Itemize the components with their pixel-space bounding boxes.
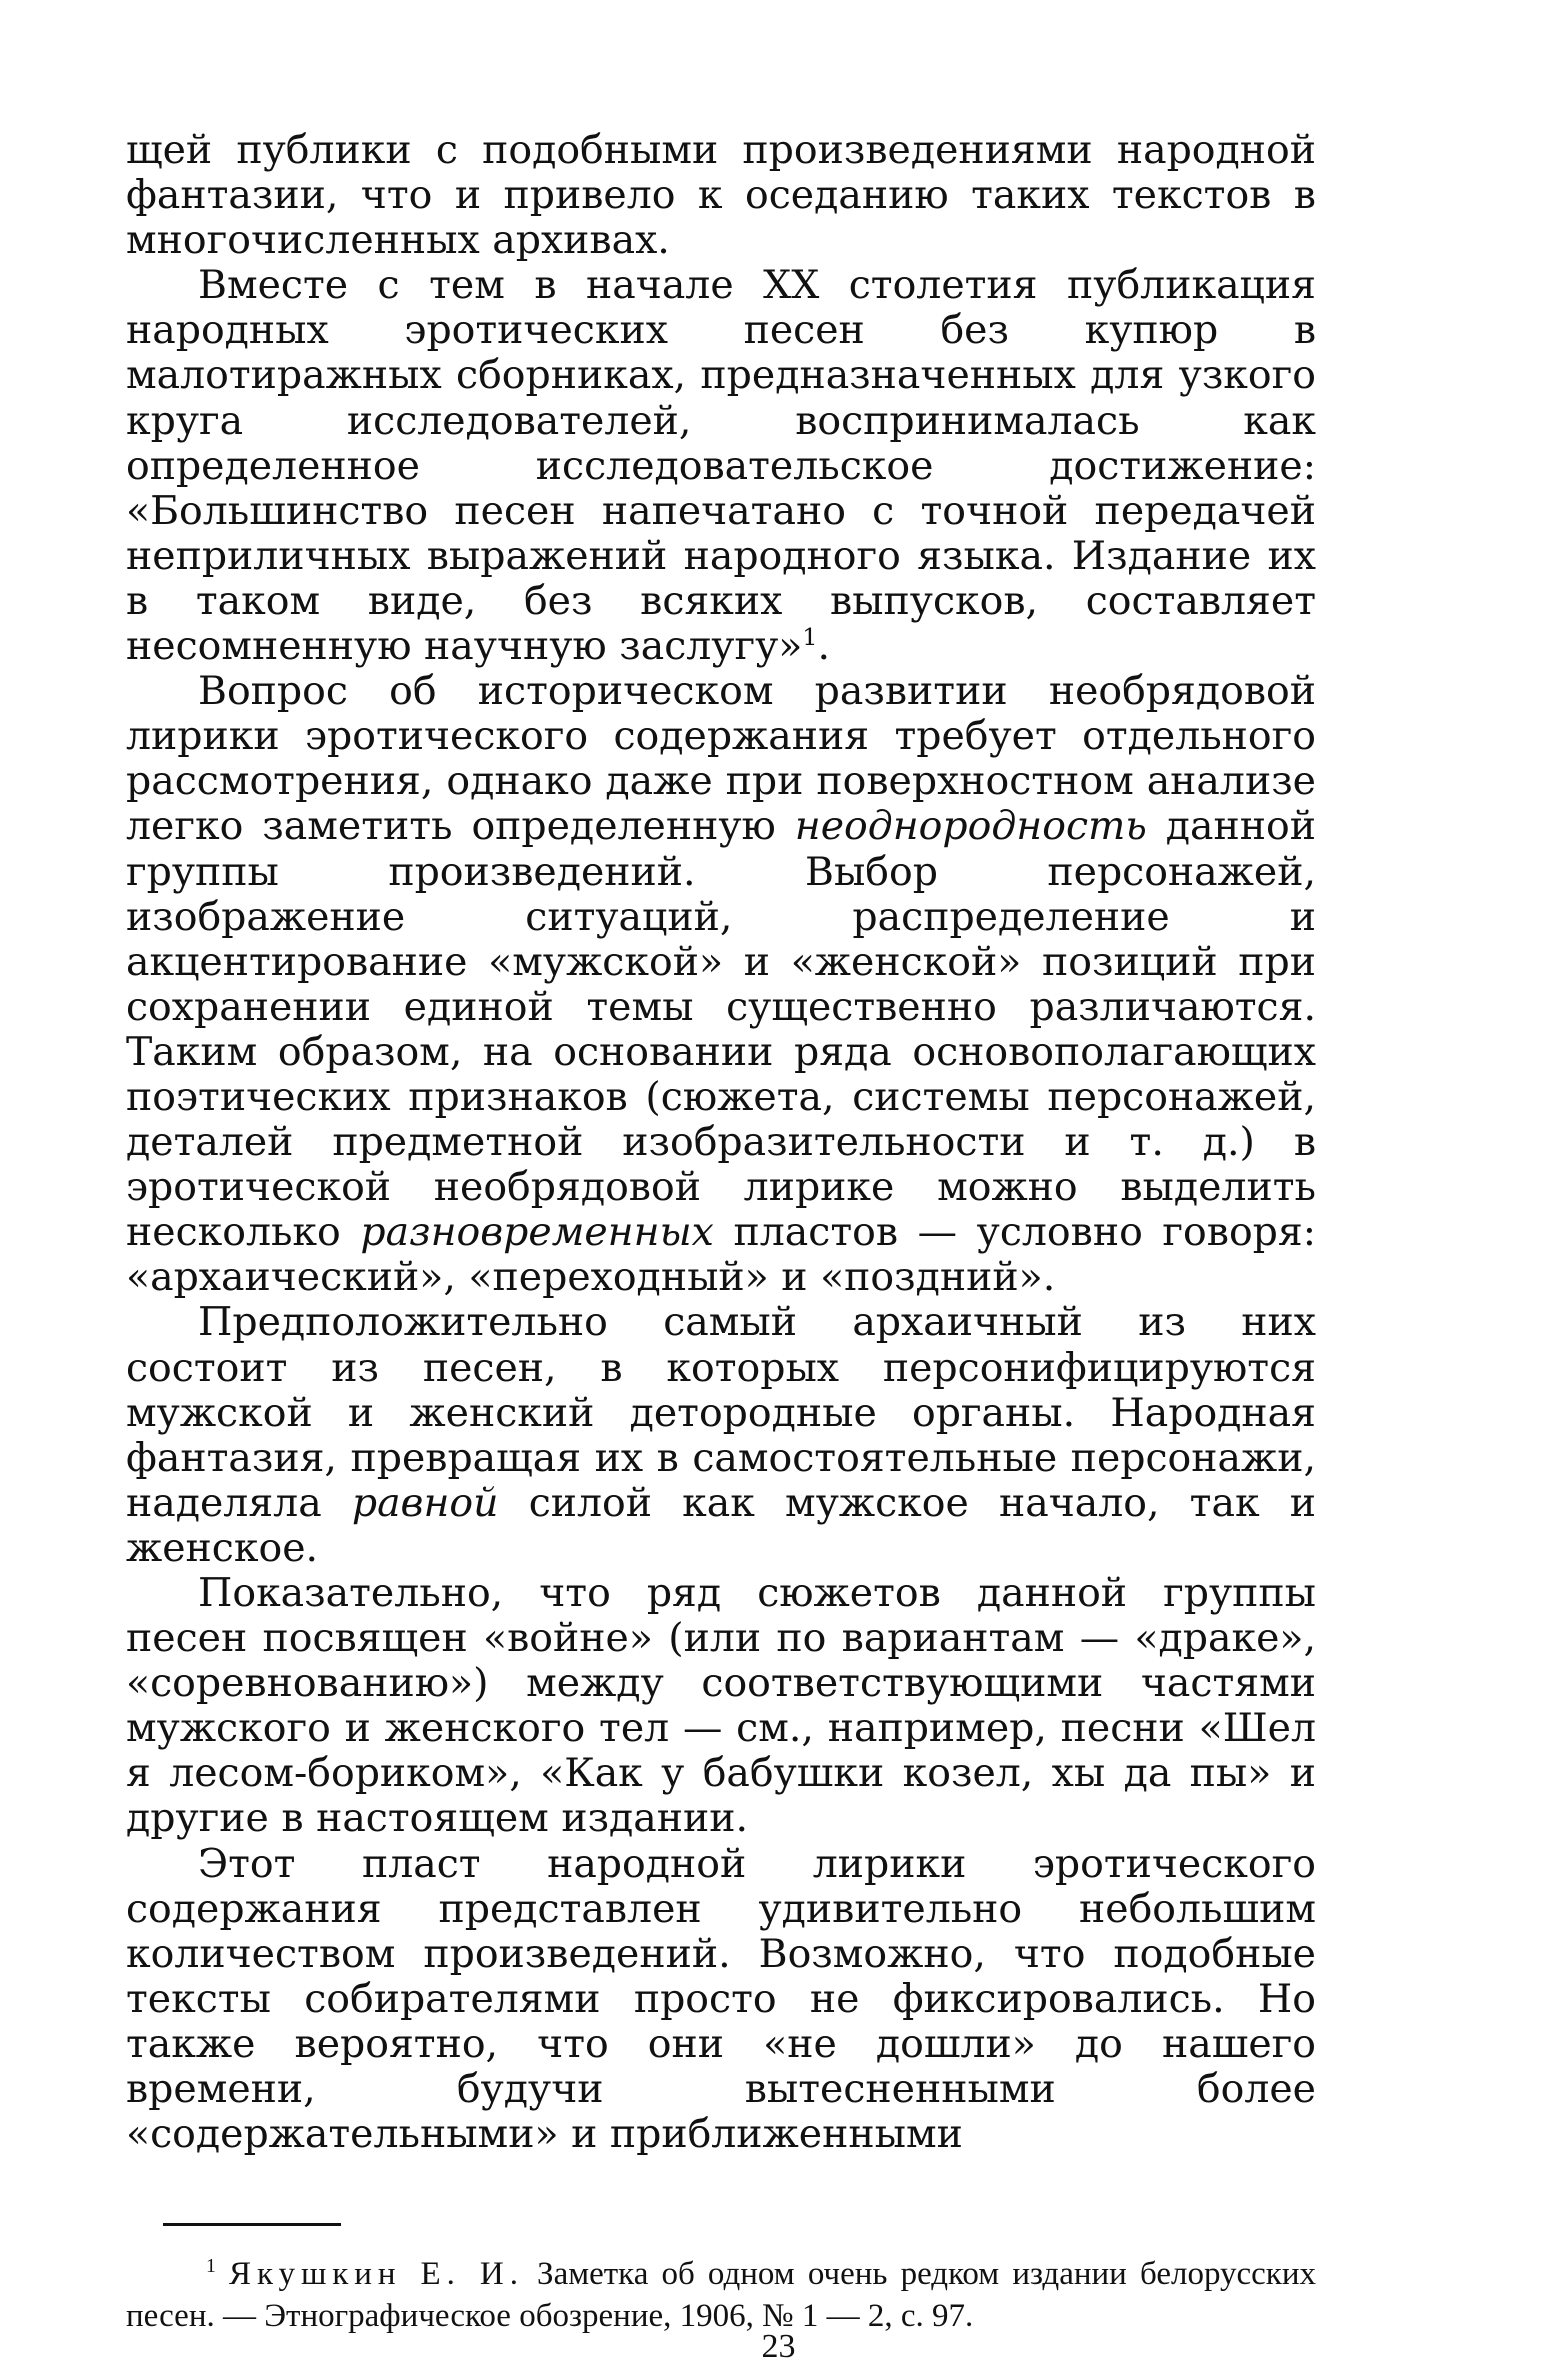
emphasis-term: разновременных (360, 1209, 714, 1256)
footnote-author: Якушкин Е. И. (229, 2256, 524, 2292)
footnote-marker: 1 (206, 2255, 216, 2277)
footnote-divider (163, 2223, 341, 2226)
paragraph-0: щей публики с подобными произведениями народной фантазии, что и привело к оседанию таких текстов в многочисленных архивах. (126, 127, 1316, 264)
paragraph-3: Предположительно самый архаичный из них состоит из песен, в которых персонифицируются мужской и женский детородные органы. Народная фантазия, превращая их в самостоятельные персонажи, наделяла равной силой как мужское начало, так и женское. (126, 1299, 1316, 1571)
footnote-text: Заметка об одном очень редком издании белорусских песен. — Этнографическое обозрение, 1906, № 1 — 2, с. 97. (126, 2256, 1317, 2334)
paragraph-5: Этот пласт народной лирики эротического содержания представлен удивительно небольшим количеством произведений. Возможно, что подобные тексты собирателями просто не фиксировались. Но также вероятно, что они «не дошли» до нашего времени, будучи вытесненными более «содержательными» и приближенными (126, 1840, 1316, 2158)
emphasis-term: неоднородность (794, 803, 1147, 850)
paragraph-4: Показательно, что ряд сюжетов данной группы песен посвящен «войне» (или по вариантам — «драке», «соревнованию») между соответствующими частями мужского и женского тел — см., например, песни «Шел я лесом-бориком», «Как у бабушки козел, хы да пы» и другие в настоящем издании. (126, 1570, 1316, 1842)
emphasis-term: равной (351, 1479, 499, 1526)
paragraph-2: Вопрос об историческом развитии необрядовой лирики эротического содержания требует отдельного рассмотрения, однако даже при поверхностном анализе легко заметить определенную неоднородность данной группы произведений. Выбор персонажей, изображение ситуаций, распределение и акцентирование «мужской» и «женской» позиций при сохранении единой темы существенно различаются. Таким образом, на основании ряда основополагающих поэтических признаков (сюжета, системы персонажей, деталей предметной изобразительности и т. д.) в эротической необрядовой лирике можно выделить несколько разновременных пластов — условно говоря: «архаический», «переходный» и «поздний». (126, 668, 1316, 1301)
footnote (126, 2253, 1316, 2337)
page-number: 23 (761, 2328, 796, 2365)
paragraph-1: Вместе с тем в начале XX столетия публикация народных эротических песен без купюр в малотиражных сборниках, предназначенных для узкого круга исследователей, воспринималась как определенное исследовательское достижение: «Большинство песен напечатано с точной передачей неприличных выражений народного языка. Издание их в таком виде, без всяких выпусков, составляет несомненную научную заслугу»$^1$. (126, 262, 1316, 670)
footnote-reference[interactable]: 1 (802, 622, 818, 651)
main-text (126, 128, 1316, 2157)
